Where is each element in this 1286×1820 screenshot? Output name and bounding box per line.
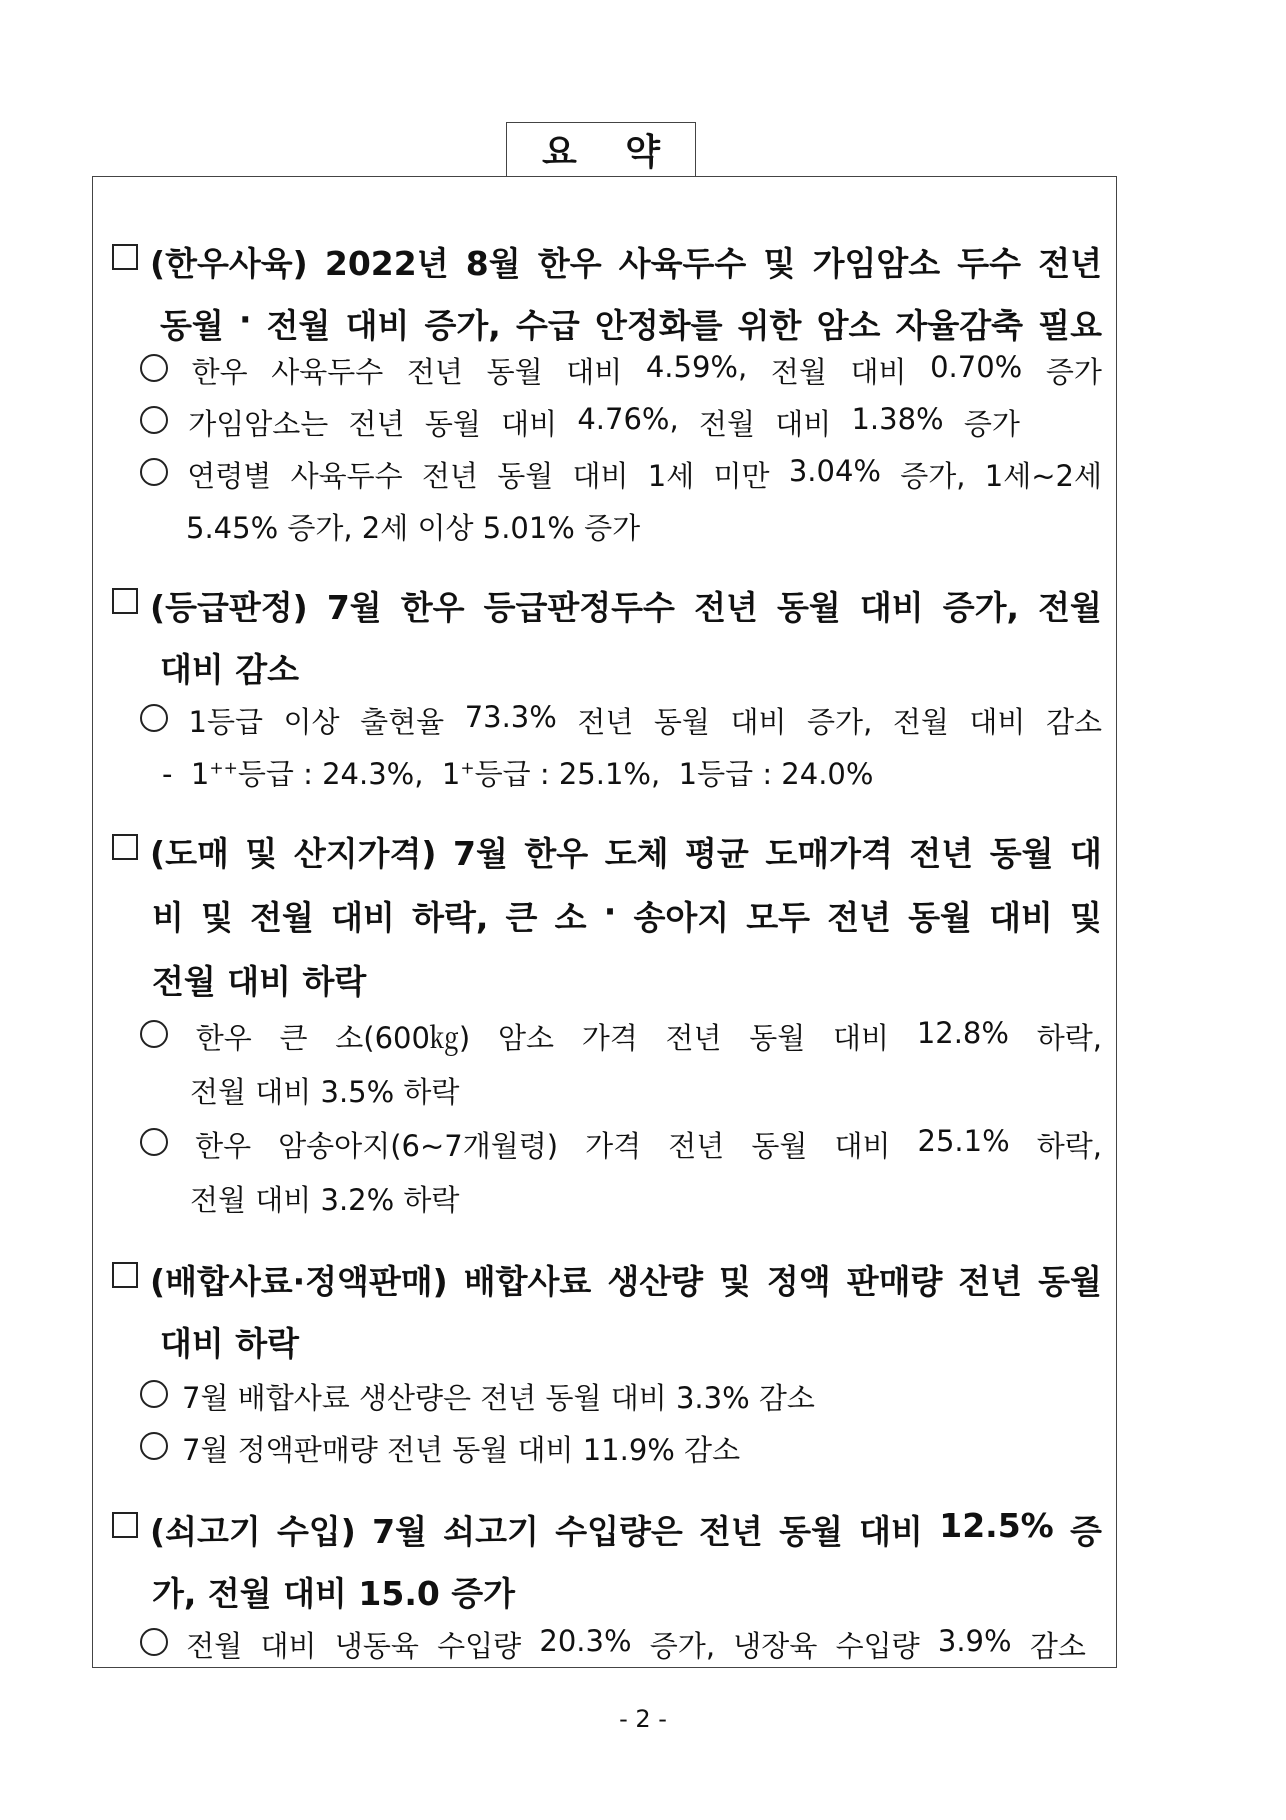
heading-word: 생산량 bbox=[607, 1262, 703, 1301]
bullet-word: 전월 bbox=[770, 355, 827, 389]
bullet-word: 가임암소는 bbox=[188, 407, 329, 441]
heading-word: (한우사육) bbox=[150, 244, 308, 283]
bullet-word: 전년 bbox=[668, 1129, 725, 1163]
bullet-word: 전년 bbox=[406, 355, 463, 389]
circle-bullet-icon bbox=[140, 406, 168, 434]
heading-word: 2022년 bbox=[324, 244, 449, 283]
bullet-word: 4.59%, bbox=[645, 350, 748, 384]
bullet-word: 사육두수 bbox=[271, 355, 384, 389]
heading-word: 증가, bbox=[942, 588, 1020, 627]
heading-word: 한우 bbox=[400, 588, 465, 627]
bullet-word: 출현율 bbox=[360, 705, 445, 739]
heading-word: 전년 bbox=[909, 834, 974, 873]
circle-bullet-icon bbox=[140, 1128, 168, 1156]
bullet-word: 하락, bbox=[1036, 1021, 1102, 1055]
grade-value: 등급 : 24.3%, bbox=[237, 757, 424, 791]
bullet-word: 냉동육 bbox=[334, 1629, 419, 1663]
section-heading-line bbox=[160, 300, 1102, 347]
bullet-word: 증가, bbox=[900, 459, 966, 493]
section-heading-line bbox=[112, 582, 1102, 629]
bullet-word: 12.8% bbox=[916, 1016, 1009, 1050]
heading-word: 필요 bbox=[1038, 306, 1102, 345]
heading-word: 및 bbox=[245, 834, 278, 873]
section-heading-line bbox=[160, 644, 299, 691]
section-heading-line bbox=[112, 1506, 1102, 1553]
bullet-word: 전년 bbox=[665, 1021, 722, 1055]
bullet-word: 사육두수 bbox=[290, 459, 403, 493]
heading-word: 사육두수 bbox=[618, 244, 747, 283]
bullet-word: 소(600㎏) bbox=[335, 1021, 471, 1055]
heading-word: 자율감축 bbox=[895, 306, 1024, 345]
heading-word: 수급 bbox=[516, 306, 580, 345]
bullet-line bbox=[140, 1624, 1086, 1665]
heading-word: 대비 하락 bbox=[160, 1324, 300, 1363]
heading-word: 암소 bbox=[816, 306, 881, 345]
heading-word: 전월 bbox=[266, 306, 331, 345]
heading-word: 동월 bbox=[779, 1512, 843, 1551]
circle-bullet-icon bbox=[140, 1020, 168, 1048]
heading-word: 쇠고기 bbox=[443, 1512, 539, 1551]
heading-word: 도매가격 bbox=[765, 834, 893, 873]
checkbox-square-icon bbox=[112, 1512, 138, 1538]
checkbox-square-icon bbox=[112, 588, 138, 614]
heading-word: 및 bbox=[763, 244, 796, 283]
bullet-word: 암송아지(6~7개월령) bbox=[278, 1129, 559, 1163]
grade-breakdown bbox=[162, 752, 873, 793]
heading-word: 평균 bbox=[685, 834, 749, 873]
heading-word: 동월 bbox=[989, 834, 1054, 873]
bullet-word: 증가 bbox=[963, 407, 1020, 441]
section-heading-line bbox=[152, 1568, 515, 1615]
heading-word: · bbox=[238, 300, 252, 339]
heading-word: 증 bbox=[1070, 1512, 1102, 1551]
heading-word: 가임암소 bbox=[812, 244, 941, 283]
heading-word: 전월 bbox=[1038, 588, 1102, 627]
heading-word: 큰 bbox=[505, 898, 538, 937]
bullet-word: 대비 bbox=[833, 1021, 890, 1055]
heading-word: 모두 bbox=[746, 898, 811, 937]
heading-word: 7월 bbox=[326, 588, 382, 627]
grade-superscript: + bbox=[460, 758, 475, 779]
heading-word: 한우 bbox=[537, 244, 602, 283]
bullet-word: 대비 bbox=[834, 1129, 891, 1163]
bullet-line bbox=[140, 1376, 815, 1417]
heading-word: (배합사료·정액판매) bbox=[150, 1262, 448, 1301]
bullet-word: 대비 bbox=[775, 407, 832, 441]
bullet-word: 증가, bbox=[649, 1629, 716, 1663]
heading-word: 전월 bbox=[250, 898, 314, 937]
section-heading-line bbox=[112, 1256, 1102, 1303]
grade-value: 1등급 : 24.0% bbox=[678, 757, 874, 791]
bullet-word: 전월 bbox=[698, 407, 755, 441]
heading-word: 동월 bbox=[1038, 1262, 1102, 1301]
heading-word: 수입) bbox=[277, 1512, 356, 1551]
bullet-word: 하락, bbox=[1036, 1129, 1102, 1163]
bullet-word: 전년 bbox=[421, 459, 478, 493]
bullet-word: 동월 bbox=[486, 355, 543, 389]
bullet-word: 동월 bbox=[424, 407, 481, 441]
summary-title: 요 약 bbox=[506, 122, 696, 176]
heading-word: 대비 bbox=[989, 898, 1053, 937]
bullet-word: 1세~2세 bbox=[984, 459, 1102, 493]
bullet-word: 동월 bbox=[497, 459, 554, 493]
bullet-word: 1세 bbox=[647, 459, 695, 493]
bullet-word: 1.38% bbox=[851, 402, 944, 436]
circle-bullet-icon bbox=[140, 458, 168, 486]
bullet-word: 한우 bbox=[195, 1129, 252, 1163]
heading-word: 및 bbox=[718, 1262, 751, 1301]
bullet-word: 대비 bbox=[501, 407, 558, 441]
heading-word: 등급판정두수 bbox=[483, 588, 675, 627]
dash-marker: - bbox=[162, 757, 173, 791]
section-heading-line bbox=[112, 828, 1102, 875]
bullet-word: 전월 bbox=[186, 1629, 243, 1663]
bullet-line bbox=[140, 1016, 1102, 1057]
bullet-word: 한우 bbox=[191, 355, 248, 389]
checkbox-square-icon bbox=[112, 834, 138, 860]
bullet-word: 수입량 bbox=[835, 1629, 920, 1663]
heading-word: 판매량 bbox=[846, 1262, 943, 1301]
grade-superscript: ++ bbox=[209, 758, 238, 779]
bullet-word: 대비 bbox=[850, 355, 907, 389]
heading-word: 12.5% bbox=[939, 1506, 1054, 1545]
heading-word: 동월 bbox=[908, 898, 972, 937]
heading-word: 전년 bbox=[699, 1512, 763, 1551]
heading-word: (쇠고기 bbox=[150, 1512, 261, 1551]
bullet-word: 전년 bbox=[348, 407, 405, 441]
bullet-word: 한우 bbox=[195, 1021, 252, 1055]
bullet-word: 가격 bbox=[581, 1021, 638, 1055]
page-number: - 2 - bbox=[619, 1705, 667, 1733]
heading-word: (등급판정) bbox=[150, 588, 308, 627]
bullet-word: 대비 bbox=[572, 459, 629, 493]
bullet-word: 동월 bbox=[749, 1021, 806, 1055]
heading-word: 소 bbox=[554, 898, 587, 937]
heading-word: 안정화를 bbox=[594, 306, 723, 345]
heading-word: 두수 bbox=[957, 244, 1022, 283]
heading-word: 위한 bbox=[737, 306, 802, 345]
section-heading-line bbox=[112, 238, 1102, 285]
heading-word: 7월 bbox=[452, 834, 508, 873]
bullet-word: 대비 bbox=[969, 705, 1026, 739]
heading-word: 대비 bbox=[345, 306, 410, 345]
heading-word: 전년 bbox=[958, 1262, 1023, 1301]
bullet-line bbox=[140, 350, 1102, 391]
heading-word: 증가, bbox=[424, 306, 501, 345]
section-heading-line bbox=[152, 956, 366, 1003]
bullet-line bbox=[140, 700, 1102, 741]
heading-word: 한우 bbox=[524, 834, 589, 873]
heading-word: 수입량은 bbox=[555, 1512, 683, 1551]
bullet-word: 25.1% bbox=[917, 1124, 1010, 1158]
bullet-line bbox=[140, 402, 1020, 443]
bullet-word: 미만 bbox=[713, 459, 770, 493]
heading-word: 송아지 bbox=[633, 898, 730, 937]
circle-bullet-icon bbox=[140, 1628, 168, 1656]
bullet-word: 0.70% bbox=[930, 350, 1023, 384]
bullet-line bbox=[140, 454, 1102, 495]
grade-value: 등급 : 25.1%, bbox=[474, 757, 661, 791]
bullet-word: 동월 bbox=[751, 1129, 808, 1163]
heading-word: 배합사료 bbox=[463, 1262, 592, 1301]
heading-word: 도체 bbox=[604, 834, 669, 873]
heading-word: 8월 bbox=[465, 244, 521, 283]
bullet-word: 전월 bbox=[892, 705, 949, 739]
bullet-word: 암소 bbox=[497, 1021, 555, 1055]
circle-bullet-icon bbox=[140, 704, 168, 732]
bullet-word: 3.04% bbox=[788, 454, 881, 488]
bullet-line bbox=[140, 1428, 740, 1469]
heading-word: 대비 bbox=[331, 898, 395, 937]
bullet-word: 전년 bbox=[577, 705, 634, 739]
section-heading-line bbox=[152, 892, 1102, 939]
heading-word: 전년 bbox=[1038, 244, 1102, 283]
checkbox-square-icon bbox=[112, 1262, 138, 1288]
bullet-word: 연령별 bbox=[187, 459, 272, 493]
heading-word: 산지가격) bbox=[293, 834, 437, 873]
bullet-word: 큰 bbox=[279, 1021, 308, 1055]
heading-word: 전월 대비 하락 bbox=[152, 962, 367, 1001]
heading-word: 및 bbox=[1070, 898, 1102, 937]
bullet-word: 증가 bbox=[1045, 355, 1102, 389]
bullet-word: 냉장육 bbox=[733, 1629, 818, 1663]
heading-word: · bbox=[603, 892, 617, 931]
heading-word: 동월 bbox=[160, 306, 224, 345]
circle-bullet-icon bbox=[140, 1432, 168, 1460]
heading-word: 대비 bbox=[859, 1512, 923, 1551]
heading-word: 하락, bbox=[412, 898, 489, 937]
bullet-word: 대비 bbox=[730, 705, 787, 739]
heading-word: 동월 bbox=[776, 588, 841, 627]
bullet-word: 대비 bbox=[566, 355, 623, 389]
checkbox-square-icon bbox=[112, 244, 138, 270]
bullet-word: 수입량 bbox=[437, 1629, 522, 1663]
heading-word: 정액 bbox=[766, 1262, 831, 1301]
heading-word: 전년 bbox=[694, 588, 758, 627]
heading-word: 및 bbox=[201, 898, 233, 937]
circle-bullet-icon bbox=[140, 354, 168, 382]
heading-word: 비 bbox=[152, 898, 184, 937]
bullet-continuation: 전월 대비 3.5% 하락 bbox=[190, 1075, 460, 1109]
bullet-word: 1등급 bbox=[188, 705, 264, 739]
bullet-continuation: 전월 대비 3.2% 하락 bbox=[190, 1183, 460, 1217]
heading-word: (도매 bbox=[150, 834, 229, 873]
bullet-line bbox=[140, 1124, 1102, 1165]
bullet-word: 감소 bbox=[1045, 705, 1102, 739]
bullet-word: 증가, bbox=[807, 705, 873, 739]
bullet-continuation: 5.45% 증가, 2세 이상 5.01% 증가 bbox=[186, 511, 641, 545]
heading-word: 가, 전월 대비 15.0 증가 bbox=[152, 1574, 516, 1613]
grade-label: 1 bbox=[441, 757, 461, 791]
bullet-word: 3.9% bbox=[937, 1624, 1012, 1658]
bullet-text: 7월 정액판매량 전년 동월 대비 11.9% 감소 bbox=[182, 1433, 741, 1467]
grade-label: 1 bbox=[190, 757, 210, 791]
heading-word: 전년 bbox=[827, 898, 891, 937]
heading-word: 대 bbox=[1070, 834, 1102, 873]
bullet-word: 동월 bbox=[653, 705, 710, 739]
section-heading-line bbox=[160, 1318, 299, 1365]
bullet-word: 가격 bbox=[585, 1129, 642, 1163]
circle-bullet-icon bbox=[140, 1380, 168, 1408]
bullet-text: 7월 배합사료 생산량은 전년 동월 대비 3.3% 감소 bbox=[182, 1381, 815, 1415]
bullet-word: 감소 bbox=[1029, 1629, 1086, 1663]
bullet-word: 이상 bbox=[283, 705, 340, 739]
heading-word: 7월 bbox=[372, 1512, 427, 1551]
bullet-word: 20.3% bbox=[539, 1624, 632, 1658]
bullet-word: 대비 bbox=[260, 1629, 317, 1663]
bullet-word: 73.3% bbox=[464, 700, 557, 734]
heading-word: 대비 bbox=[859, 588, 924, 627]
bullet-word: 4.76%, bbox=[577, 402, 679, 436]
heading-word: 대비 감소 bbox=[160, 650, 300, 689]
